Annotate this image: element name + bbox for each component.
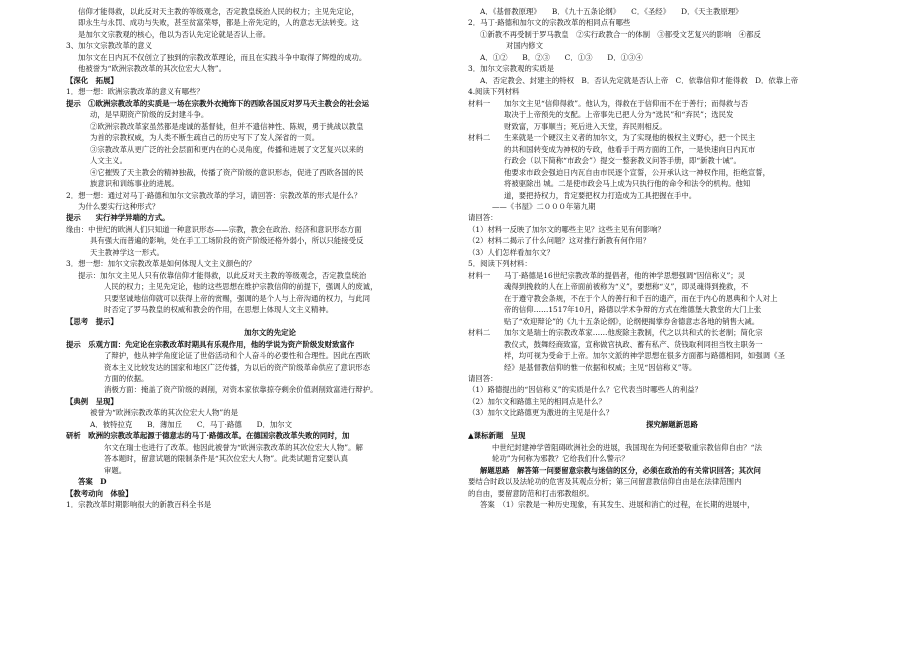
text-line: 答本题时，留意试题的限制条件是“其次位宏大人物”。此类试题肯定要认真 — [104, 454, 349, 464]
text-line: （3）加尔文比路德更为激进的主见是什么？ — [468, 408, 614, 418]
text-line: 【深化 拓展】 — [66, 75, 118, 85]
text-line: 资本主义比较发达的国家和地区广泛传播，为以后的资产阶级革命供应了意识形态 — [104, 362, 371, 372]
text-line: 族意识和训练事业的进展。 — [90, 179, 179, 189]
material-line: 加尔文是瑞士的宗教改革家……他废除主教制，代之以共和式的长老制；简化宗 — [504, 328, 763, 338]
material-label: 材料二 — [468, 133, 491, 143]
text-line: 请回答： — [468, 374, 498, 383]
text-line: 具有强大而普遍的影响，处在手工工场阶段的资产阶级还格外弱小，所以只能接受反 — [90, 236, 364, 246]
text-line: A．否定教会、封建主的特权 B．否认先定就是否认上帝 C．依靠信仰才能得救 D．依靠上帝 — [480, 75, 798, 85]
text-line: 研析 欧洲的宗教改革起源于德意志的马丁·路德改革。在德国宗教改革失败的同时，加 — [66, 431, 350, 441]
text-line: （1）材料一反映了加尔文的哪些主见？这些主见有何影响？ — [468, 224, 665, 234]
text-line: 解题思路 解答第一问要留意宗教与迷信的区分，必须在政治的有关常识回答；其次问 — [480, 465, 761, 475]
text-line: 消极方面：掩盖了资产阶级的剥削，对资本家依靠掠夺剩余价值剥削致富进行辩护。 — [104, 385, 378, 395]
text-line: 答案 D — [78, 477, 107, 487]
text-line: 提示 ①欧洲宗教改革的实质是一场在宗教外衣掩饰下的西欧各国反对罗马天主教会的社会运 — [66, 98, 370, 108]
text-line: ④它摧毁了天主教会的精神独裁，传播了资产阶级的意识形态，促进了西欧各国的民 — [90, 167, 364, 177]
text-line: ①新教不再受制于罗马教皇 ②实行政教合一的体制 ③都受文艺复兴的影响 ④都反 — [480, 29, 761, 39]
text-line: 时否定了罗马教皇的权威和教会的作用，在思想上体现人文主义精神。 — [104, 305, 334, 315]
material-label: 材料一 — [468, 270, 491, 280]
text-line: 是加尔文宗教观的核心，他以为否认先定论就是否认上帝。 — [78, 29, 271, 39]
text-line: 只要坚诚地信仰就可以获得上帝的赏赐，强调的是个人与上帝沟通的权力，与此同 — [104, 293, 371, 303]
material-block — [468, 98, 876, 132]
text-line: 加尔文在日内瓦不仅创立了独到的宗教改革理论，而且在实践斗争中取得了辉煌的成功。 — [78, 52, 367, 62]
text-line: A．彼特拉克 B．薄加丘 C．马丁·路德 D．加尔文 — [90, 419, 293, 429]
material-text — [504, 132, 876, 201]
text-line: 方面的依据。 — [104, 374, 149, 383]
text-line: 答案 （1）宗教是一种历史现象，有其发生、进展和消亡的过程，在长期的进展中， — [480, 500, 755, 510]
text-line: 提示 乐观方面：先定论在宗教改革时期具有乐观作用，他的学说为资产阶级发财致富作 — [66, 339, 355, 349]
text-line: A．《基督教原理》 B．《九十五条论纲》 C．《圣经》 D．《天主教原理》 — [480, 7, 743, 16]
material-line: 马丁·路德是16世纪宗教改革的提倡者，他的神学思想强调“因信称义”；灵 — [504, 270, 746, 280]
text-line: 【教考动向 体验】 — [66, 488, 133, 498]
material-line: 他要求市政会强迫日内瓦自由市民逐个宣誓，公开承认这一神权作用，拒绝宣誓， — [504, 167, 771, 177]
left-column — [66, 6, 474, 511]
text-line: 了辩护，他从神学角度论证了世俗活动和个人奋斗的必要性和合理性。因此在西欧 — [104, 351, 371, 361]
text-line: 3、加尔文宗教改革的意义 — [66, 41, 153, 51]
material-line: 行政会（以下简称“市政会”）提交一整套教义问答手册，即“新教十诫”。 — [504, 156, 741, 166]
text-line: ▲课标新题 呈现 — [468, 431, 526, 441]
text-line: 3．想一想：加尔文宗教改革是如何体现人文主义颜色的？ — [66, 259, 256, 269]
text-line: 天主教神学这一形式。 — [90, 247, 164, 257]
material-line: 将被驱除出 城。二是使市政会马上成为只执行他的命令和法令的机构。他知 — [504, 179, 751, 189]
text-line: 轮功”为何称为邪教？它给我们什么警示？ — [492, 454, 629, 464]
material-block — [468, 270, 876, 327]
text-line: 对国内修文 — [506, 41, 543, 51]
text-line: 被誉为“欧洲宗教改革的其次位宏大人物”的是 — [90, 408, 238, 418]
text-line: 【思考 提示】 — [66, 316, 118, 326]
text-line: 2．马丁·路德和加尔文的宗教改革的相同点有哪些 — [468, 18, 631, 28]
material-line: 财致富，万事顺当；死后进入天堂，弃民则相反。 — [504, 121, 667, 131]
material-label: 材料二 — [468, 328, 491, 338]
material-line: 的共和国转变成为神权的专政，他看手于两方面的工作，一是快速向日内瓦市 — [504, 144, 756, 154]
text-line: 加尔文的先定论 — [244, 328, 296, 338]
material-line: 在于遵守教会条规，不在于个人的善行和千百的遗产，而在于内心的恩典和个人对上 — [504, 293, 778, 303]
material-line: 加尔文主见“信仰得救”。他认为，得救在于信仰而不在于善行；而得救与否 — [504, 98, 749, 108]
text-line: 缘由：中世纪的欧洲人们只知道一种意识形态——宗教，教会在政治、经济和意识形态方面 — [66, 224, 362, 234]
text-line: 1．想一想：欧洲宗教改革的意义有哪些？ — [66, 87, 204, 97]
text-line: 要结合时政以及法轮功的危害及其观点分析；第三问留意教信仰自由是在法律范围内 — [468, 477, 742, 487]
text-line: ③宗教改革从更广泛的社会层面和更内在的心灵角度，传播和进展了文艺复兴以来的 — [90, 144, 364, 154]
material-line: 魂得到挽救的人在上帝面前被称为“义”，要想称“义”，即灵魂得到挽救，不 — [504, 282, 749, 292]
material-text — [504, 327, 876, 373]
text-line: 尔文在瑞士也进行了改革。他因此被誉为“欧洲宗教改革的其次位宏大人物”。解 — [104, 442, 363, 452]
text-line: （3）人们怎样看加尔文？ — [468, 247, 555, 257]
material-block — [468, 327, 876, 373]
material-line: 取决于上帝预先的支配。上帝事先已把人分为“选民”和“弃民”；选民发 — [504, 110, 734, 120]
text-line: 3．加尔文宗教观的实质是 — [468, 64, 555, 74]
material-line: 生来就是一个硬汉主义者的加尔文，为了实现他的极权主义野心，把一个民主 — [504, 133, 756, 143]
right-column — [468, 6, 876, 511]
text-line: 1．宗教改革时期影响很大的新教百科全书是 — [66, 500, 212, 510]
material-line: 道，要把持权力，肯定要把权力打造成为工具把握在手中。 — [504, 190, 697, 200]
text-line: 信仰才能得救，以此反对天主教的等级观念，否定教皇统治人民的权力；主见先定论， — [78, 7, 359, 16]
material-line: 经》是基督教信仰的惟一依据和权威；主见“因信称义”等。 — [504, 362, 697, 372]
text-line: （1）路德提出的“因信称义”的实质是什么？它代表当时哪些人的利益？ — [468, 385, 702, 395]
text-line: ——《书屋》二０００年第九期 — [492, 201, 596, 211]
text-line: 为首的宗教权威，为人类不断生疏自己的历史写下了发人深省的一页。 — [90, 133, 320, 143]
text-line: 探究解题新思路 — [646, 419, 698, 429]
text-line: （2）加尔文和路德主见的相同点是什么？ — [468, 396, 606, 406]
material-text — [504, 270, 876, 327]
text-line: 2．想一想：通过对马丁·路德和加尔文宗教改革的学习，请回答：宗教改革的形式是什么？ — [66, 190, 362, 200]
text-line: 提示：加尔文主见人只有依靠信仰才能得救，以此反对天主教的等级观念，否定教皇统治 — [78, 270, 367, 280]
material-line: 教仪式，鼓舞经商致富，宣称做官执政、蓄有私产、货钱取利同担当牧主职务一 — [504, 339, 763, 349]
text-line: 即永生与永罚、成功与失败，甚至贫富荣辱，都是上帝先定的，人的意志无法转变。这 — [78, 18, 359, 28]
material-line: 样，均可视为受命于上帝。加尔文派的神学思想在很多方面都与路德相同，如强调《圣 — [504, 351, 785, 361]
text-line: A．①② B．②③ C．①③ D．①③④ — [480, 52, 643, 62]
text-line: 的自由，要留意防范和打击邪教组织。 — [468, 488, 594, 498]
text-line: 5．阅读下列材料： — [468, 259, 532, 269]
text-line: （2）材料二揭示了什么问题？这对推行新教有何作用？ — [468, 236, 651, 246]
text-line: 中世纪封建神学曾阻碍欧洲社会的进展，我国现在为何还要敬重宗教信仰自由？“法 — [492, 442, 762, 452]
text-line: 提示 实行神学异端的方式。 — [66, 213, 170, 223]
text-line: 动，是早期资产阶级的反封建斗争。 — [90, 110, 209, 120]
text-line: 人民的权力；主见先定论，他的这些思想在维护宗教信仰的前提下，强调人的废诚， — [104, 282, 378, 292]
text-line: 为什么要实行这种形式？ — [78, 201, 160, 211]
material-line: 贴了“欢迎辩论”的《九十五条论纲》，论纲便揭掌券舍德意志各地的销售大减。 — [504, 316, 760, 326]
text-line: 审题。 — [104, 465, 127, 475]
text-line: 他被誉为“欧洲宗教改革的其次位宏大人物”。 — [78, 64, 226, 74]
text-line: ②欧洲宗教改革家虽然都是虔诚的基督徒，但并不遗信神性、陈规，勇于挑战以教皇 — [90, 121, 364, 131]
text-line: 4.阅读下列材料 — [468, 87, 520, 97]
text-line: 人文主义。 — [90, 156, 127, 166]
material-label: 材料一 — [468, 98, 491, 108]
material-text — [504, 98, 876, 132]
material-block — [468, 132, 876, 201]
material-line: 帝的信仰……1517年10月，路德以学术争辩的方式在维德堡大教堂的大门上张 — [504, 305, 762, 315]
text-line: 请回答： — [468, 213, 498, 223]
text-line: 【典例 呈现】 — [66, 396, 118, 406]
